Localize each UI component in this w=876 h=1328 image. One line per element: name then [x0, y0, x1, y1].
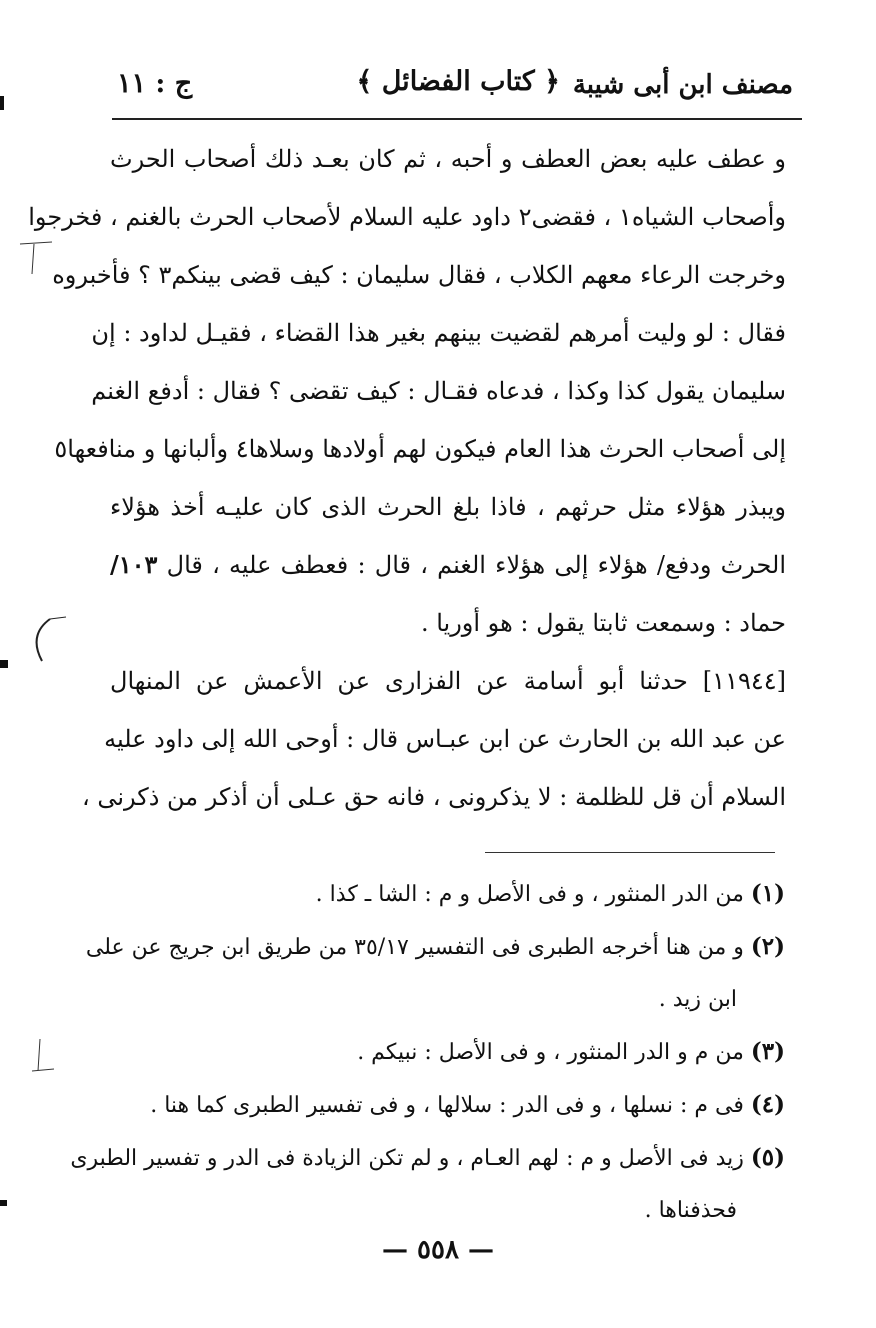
footnotes — [70, 868, 785, 1237]
footnote-text: زيد فى الأصل و م : لهم العـام ، و لم تكن الزيادة فى الدر و تفسير الطبرى — [70, 1146, 744, 1171]
footnote-number: (٣) — [750, 1038, 785, 1065]
footnote-continuation: ابن زيد . — [658, 987, 737, 1012]
scan-bracket-mark — [16, 240, 56, 280]
footnote-text: و من هنا أخرجه الطبرى فى التفسير ٣٥/١٧ من طريق ابن جريج عن على — [85, 935, 744, 960]
scan-mark — [0, 96, 4, 110]
text-line: فقال : لو وليت أمرهم لقضيت بينهم بغير هذا القضاء ، فقيـل لداود : إن — [91, 319, 786, 347]
footnote — [105, 1079, 785, 1132]
footnote-rule — [485, 852, 775, 853]
text-line: إلى أصحاب الحرث هذا العام فيكون لهم أولادها وسلاها٤ وألبانها و منافعها٥ — [54, 435, 786, 463]
header-rule — [112, 118, 802, 120]
text-line: وخرجت الرعاء معهم الكلاب ، فقال سليمان : كيف قضى بينكم٣ ؟ فأخبروه — [52, 261, 786, 289]
footnote-text: من م و الدر المنثور ، و فى الأصل : نبيكم . — [357, 1040, 744, 1065]
header-book-title: مصنف ابن أبى شيبة — [572, 70, 793, 100]
text-line: السلام أن قل للظلمة : لا يذكرونى ، فانه حق عـلى أن أذكر من ذكرنى ، — [81, 783, 786, 811]
footnote-text: من الدر المنثور ، و فى الأصل و م : الشا ـ كذا . — [315, 882, 744, 907]
header-chapter-title: ﴿ كتاب الفضائل ﴾ — [356, 66, 560, 97]
main-text — [28, 130, 786, 826]
footnote — [105, 1026, 785, 1079]
scan-bracket-mark — [20, 615, 70, 665]
footnote-number: (٥) — [750, 1144, 785, 1171]
hadith-heading-line: [١١٩٤٤] حدثنا أبو أسامة عن الفزارى عن الأعمش عن المنهال — [110, 667, 786, 695]
footnote-number: (١) — [750, 880, 785, 907]
footnote-number: (٤) — [750, 1091, 785, 1118]
scan-bracket-mark — [28, 1035, 58, 1075]
running-header — [105, 60, 805, 114]
text-line: وأصحاب الشياه١ ، فقضى٢ داود عليه السلام لأصحاب الحرث بالغنم ، فخرجوا — [28, 203, 786, 231]
text-line: عن عبد الله بن الحارث عن ابن عبـاس قال : أوحى الله إلى داود عليه — [104, 725, 786, 753]
page-number: — ٥٥٨ — — [381, 1235, 495, 1265]
footnote — [70, 1132, 785, 1185]
text-line: حماد : وسمعت ثابتا يقول : هو أوريا . — [420, 609, 786, 637]
scan-mark — [0, 660, 8, 668]
scan-mark — [0, 1200, 7, 1206]
text-line: ويبذر هؤلاء مثل حرثهم ، فاذا بلغ الحرث الذى كان عليـه أخذ هؤلاء — [110, 493, 786, 521]
text-line-with-page-marker — [110, 536, 786, 594]
footnote-text: فى م : نسلها ، و فى الدر : سلالها ، و فى تفسير الطبرى كما هنا . — [150, 1093, 744, 1118]
footnote-number: (٢) — [750, 933, 785, 960]
text-line: الحرث ودفع/ هؤلاء إلى هؤلاء الغنم ، قال : فعطف عليه ، قال — [166, 551, 786, 579]
text-line: و عطف عليه بعض العطف و أحبه ، ثم كان بعـد ذلك أصحاب الحرث — [110, 145, 786, 173]
header-volume: ج : ١١ — [117, 68, 193, 99]
page-marker: ١٠٣/ — [110, 550, 158, 579]
footnote — [85, 921, 785, 974]
footnote — [105, 868, 785, 921]
text-line: سليمان يقول كذا وكذا ، فدعاه فقـال : كيف تقضى ؟ فقال : أدفع الغنم — [91, 377, 786, 405]
footnote-continuation: فحذفناها . — [644, 1198, 737, 1223]
